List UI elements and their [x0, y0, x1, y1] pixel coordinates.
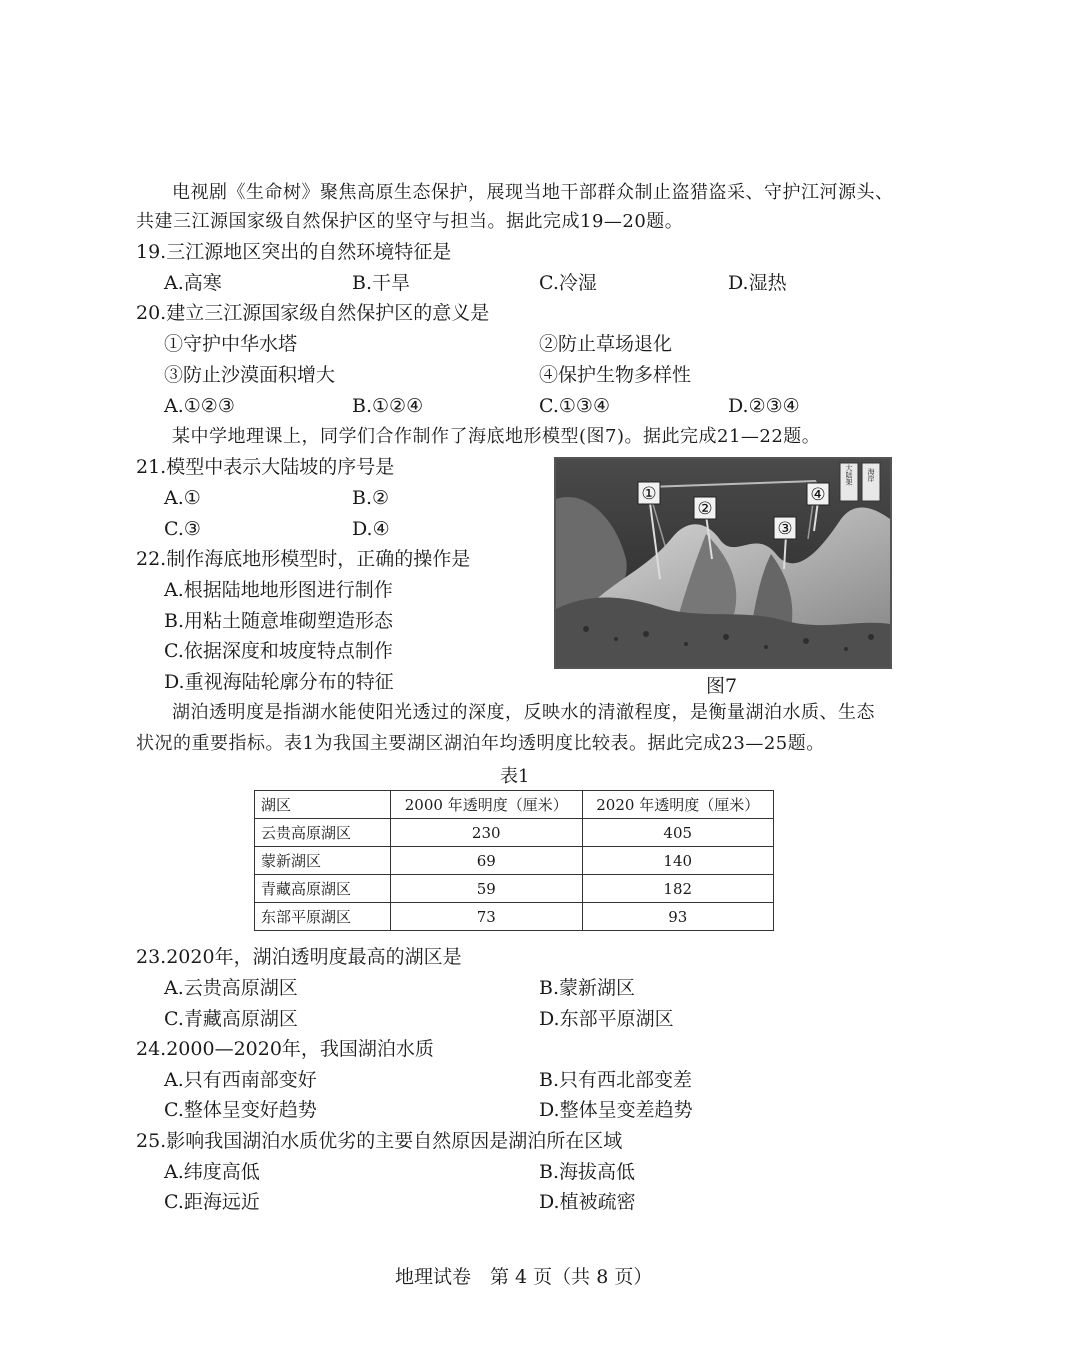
- sign-coast: [862, 463, 880, 501]
- q23-stem: 23.2020年，湖泊透明度最高的湖区是: [136, 946, 462, 968]
- q22-option-d: D.重视海陆轮廓分布的特征: [164, 671, 394, 693]
- page-footer: 地理试卷 第 4 页（共 8 页）: [395, 1266, 653, 1288]
- lake-transparency-table: [254, 790, 774, 931]
- marker-2: [694, 497, 716, 519]
- q23-option-a: A.云贵高原湖区: [164, 977, 298, 999]
- marker-3: [774, 517, 796, 539]
- q20-item-3: ③防止沙漠面积增大: [164, 364, 336, 386]
- table-cell-region: 东部平原湖区: [255, 903, 391, 931]
- table-header-2000: 2000 年透明度（厘米）: [391, 791, 583, 819]
- q20-stem: 20.建立三江源国家级自然保护区的意义是: [136, 302, 490, 324]
- svg-text:①: ①: [641, 484, 657, 504]
- q22-stem: 22.制作海底地形模型时，正确的操作是: [136, 548, 471, 570]
- table-1-caption: 表1: [500, 766, 530, 787]
- q21-stem: 21.模型中表示大陆坡的序号是: [136, 456, 395, 478]
- q25-option-d: D.植被疏密: [539, 1191, 636, 1213]
- q20-item-2: ②防止草场退化: [539, 333, 673, 355]
- table-header-row: [255, 791, 774, 819]
- q22-option-c: C.依据深度和坡度特点制作: [164, 640, 393, 662]
- table-row: [255, 903, 774, 931]
- q21-option-a: A.①: [164, 487, 201, 509]
- q23-option-c: C.青藏高原湖区: [164, 1008, 298, 1030]
- q25-stem: 25.影响我国湖泊水质优劣的主要自然原因是湖泊所在区域: [136, 1130, 623, 1152]
- seabed-model-illustration: [556, 459, 890, 667]
- q21-option-b: B.②: [352, 487, 390, 509]
- marker-4: [807, 483, 829, 505]
- marker-1: [638, 482, 660, 504]
- seabed-model-photo: [554, 457, 892, 669]
- table-cell-2000: 73: [391, 903, 583, 931]
- q24-option-c: C.整体呈变好趋势: [164, 1099, 317, 1121]
- table-cell-region: 蒙新湖区: [255, 847, 391, 875]
- q20-option-b: B.①②④: [352, 395, 424, 417]
- intro-21-22: 某中学地理课上，同学们合作制作了海底地形模型(图7)。据此完成21—22题。: [172, 426, 821, 447]
- q19-option-d: D.湿热: [728, 272, 787, 294]
- svg-text:大陆架: 大陆架: [845, 464, 853, 486]
- table-cell-region: 云贵高原湖区: [255, 819, 391, 847]
- figure-7-caption: 图7: [706, 675, 738, 697]
- q21-option-d: D.④: [352, 518, 390, 540]
- table-cell-2020: 140: [582, 847, 774, 875]
- table-row: [255, 875, 774, 903]
- svg-text:③: ③: [777, 519, 793, 539]
- intro-19-20-line1: 电视剧《生命树》聚焦高原生态保护，展现当地干部群众制止盗猎盗采、守护江河源头、: [172, 182, 894, 203]
- svg-text:海岸: 海岸: [867, 468, 875, 482]
- table-cell-2000: 230: [391, 819, 583, 847]
- q24-option-b: B.只有西北部变差: [539, 1069, 693, 1091]
- svg-text:④: ④: [810, 485, 826, 505]
- intro-23-25-line2: 状况的重要指标。表1为我国主要湖区湖泊年均透明度比较表。据此完成23—25题。: [136, 733, 825, 754]
- q22-option-a: A.根据陆地地形图进行制作: [164, 579, 393, 601]
- sign-continental-shelf: [840, 463, 858, 501]
- q19-stem: 19.三江源地区突出的自然环境特征是: [136, 241, 452, 263]
- table-row: [255, 847, 774, 875]
- q21-option-c: C.③: [164, 518, 201, 540]
- q23-option-b: B.蒙新湖区: [539, 977, 636, 999]
- q25-option-c: C.距海远近: [164, 1191, 260, 1213]
- q24-stem: 24.2000—2020年，我国湖泊水质: [136, 1038, 434, 1060]
- q19-option-b: B.干旱: [352, 272, 411, 294]
- table-header-region: 湖区: [255, 791, 391, 819]
- intro-23-25-line1: 湖泊透明度是指湖水能使阳光透过的深度，反映水的清澈程度，是衡量湖泊水质、生态: [172, 702, 875, 723]
- table-cell-2020: 405: [582, 819, 774, 847]
- table-cell-2000: 69: [391, 847, 583, 875]
- q20-option-c: C.①③④: [539, 395, 610, 417]
- q20-item-1: ①守护中华水塔: [164, 333, 298, 355]
- table-cell-2020: 93: [582, 903, 774, 931]
- q20-option-a: A.①②③: [164, 395, 235, 417]
- table-cell-2000: 59: [391, 875, 583, 903]
- q23-option-d: D.东部平原湖区: [539, 1008, 674, 1030]
- q19-option-c: C.冷湿: [539, 272, 597, 294]
- q24-option-d: D.整体呈变差趋势: [539, 1099, 693, 1121]
- table-cell-2020: 182: [582, 875, 774, 903]
- q25-option-a: A.纬度高低: [164, 1161, 260, 1183]
- q19-option-a: A.高寒: [164, 272, 222, 294]
- intro-19-20-line2: 共建三江源国家级自然保护区的坚守与担当。据此完成19—20题。: [136, 211, 684, 232]
- q25-option-b: B.海拔高低: [539, 1161, 636, 1183]
- q20-item-4: ④保护生物多样性: [539, 364, 692, 386]
- q20-option-d: D.②③④: [728, 395, 800, 417]
- q24-option-a: A.只有西南部变好: [164, 1069, 317, 1091]
- q22-option-b: B.用粘土随意堆砌塑造形态: [164, 610, 394, 632]
- table-cell-region: 青藏高原湖区: [255, 875, 391, 903]
- svg-text:②: ②: [697, 499, 713, 519]
- table-header-2020: 2020 年透明度（厘米）: [582, 791, 774, 819]
- table-row: [255, 819, 774, 847]
